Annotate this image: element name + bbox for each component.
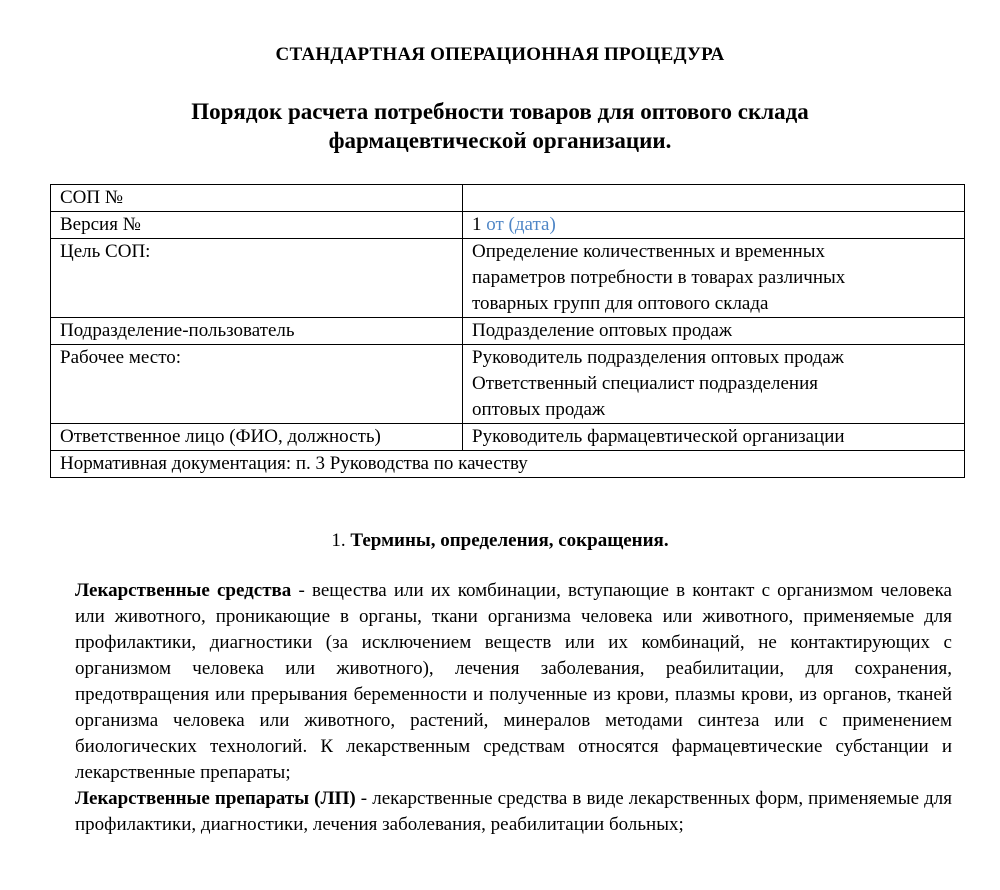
table-row <box>51 424 965 451</box>
definition-term: Лекарственные препараты (ЛП) <box>75 788 356 809</box>
normative-docs: Нормативная документация: п. 3 Руководства по качеству <box>51 451 965 478</box>
goal-line-3: товарных групп для оптового склада <box>472 293 769 314</box>
definitions-block <box>75 578 952 838</box>
subtitle-line-1: Порядок расчета потребности товаров для оптового склада <box>191 99 809 124</box>
department-label: Подразделение-пользователь <box>51 318 463 345</box>
table-row <box>51 345 965 424</box>
definition-paragraph <box>75 786 952 838</box>
table-row <box>51 212 965 239</box>
table-row <box>51 318 965 345</box>
table-row <box>51 239 965 318</box>
workplace-line-3: оптовых продаж <box>472 399 606 420</box>
table-row <box>51 451 965 478</box>
section-heading <box>0 530 1000 552</box>
sop-number-value <box>463 185 965 212</box>
goal-value <box>463 239 965 318</box>
workplace-line-2: Ответственный специалист подразделения <box>472 373 818 394</box>
goal-line-1: Определение количественных и временных <box>472 241 825 262</box>
sop-number-label: СОП № <box>51 185 463 212</box>
version-label: Версия № <box>51 212 463 239</box>
section-number: 1. <box>331 530 346 551</box>
definition-term: Лекарственные средства <box>75 580 292 601</box>
responsible-value: Руководитель фармацевтической организации <box>463 424 965 451</box>
subtitle-line-2: фармацевтической организации. <box>328 128 672 153</box>
workplace-line-1: Руководитель подразделения оптовых продаж <box>472 347 844 368</box>
goal-label: Цель СОП: <box>51 239 463 318</box>
version-value: 1 <box>472 214 482 235</box>
version-date-placeholder: от (дата) <box>486 214 556 235</box>
definition-text: - лекарственные средства в виде лекарственных форм, применяемые для профилактики, диагностики, лечения заболевания, реабилитации больных; <box>75 788 952 835</box>
definition-paragraph <box>75 578 952 786</box>
responsible-label: Ответственное лицо (ФИО, должность) <box>51 424 463 451</box>
table-row <box>51 185 965 212</box>
workplace-label: Рабочее место: <box>51 345 463 424</box>
section-title: Термины, определения, сокращения. <box>350 530 669 551</box>
workplace-value <box>463 345 965 424</box>
version-cell <box>463 212 965 239</box>
document-title: СТАНДАРТНАЯ ОПЕРАЦИОННАЯ ПРОЦЕДУРА <box>275 44 725 65</box>
department-value: Подразделение оптовых продаж <box>463 318 965 345</box>
document-subtitle <box>120 97 880 155</box>
definition-text: - вещества или их комбинации, вступающие в контакт с организмом человека или животного, проникающие в органы, ткани организма человека или животного, применяемые для профилактики, диагностики (за исключением веществ или их комбинаций, не контактирующих с организмом человека или животного), лечения заболевания, реабилитации, для сохранения, предотвращения или прерывания беременности и полученные из крови, плазмы крови, из органов, тканей организма человека или животного, растений, минералов методами синтеза или с применением биологических технологий. К лекарственным средствам относятся фармацевтические субстанции и лекарственные препараты; <box>75 580 952 783</box>
goal-line-2: параметров потребности в товарах различных <box>472 267 846 288</box>
sop-info-table <box>50 184 965 478</box>
